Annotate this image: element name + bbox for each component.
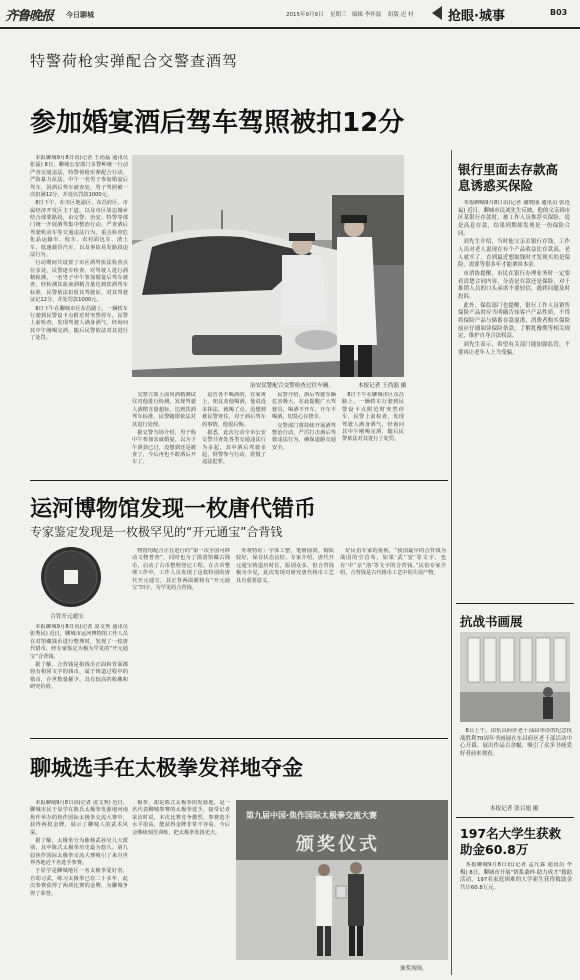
photo-banner-text: 第九届中国·焦作国际太极拳交流大赛	[246, 811, 378, 820]
story1-photo-caption: 治安民警配合交警检查过往车辆。	[250, 383, 334, 389]
editor-credit: 编辑 李怀磊	[352, 12, 382, 18]
story2-body-col4: 好民俗专家的重视，“我国最早的合背钱为战国的空首布，如果‘武’‘安’等文字，也有‘中’‘京’‘洛’等文字的合背钱。”民俗专家介绍，合背钱是古代铸币工艺中的失误产物。	[340, 548, 446, 577]
story1-body-col5: 8日下午在聊城市区东昌路上，一辆轿车行驶到民警设卡点附近时突然停车，民警上前检查，发现驾驶人满身酒气，经询问其中午刚喝完酒，随后民警依法对其进行了处罚。	[342, 392, 404, 443]
story3-photo-caption: 颁奖现场。	[400, 966, 428, 972]
page-number: B03	[550, 8, 568, 17]
story3-photo	[236, 800, 448, 960]
sidebar-section2-title: 抗战书画展	[460, 614, 523, 629]
story2-headline: 运河博物馆发现一枚唐代错币	[30, 497, 317, 522]
designer-credit: 组版 迟 村	[388, 12, 414, 18]
masthead	[0, 0, 580, 28]
story1-body-col1: 本报聊城9月8日讯(记者 王尚磊 通讯员 张磊) 8日，聊城公安部门多警种统一行动严查交通违法，特警荷枪实弹配合行动，严防暴力抗法。中午一名男子参加婚宴后驾车，因酒后驾车被查处，男子驾照被一次扣满12分，并处以罚款1000元。 8日下午，在市区地浦区、东昌府区、市属经济开发区主干道，以及市区周边城乡结合部要路段，由交警、治安、特警等部门统一开展酒驾集中整治行动，严查酒后驾驶机动车等交通违法行为。重点检查危化品运输车、校车、农村面包车、渣土车、低速载货汽车，以及事故易发路段违法行为。 行动期间共设置了市区酒驾执法检查点位多处，民警逐车检查，对驾驶人进行酒精检测，一名男子中午参加婚宴后驾车被查，经检测其血液酒精含量达到饮酒驾车标准，民警依法扣留其驾驶证，对其驾驶证记12分，并处罚款1000元。 8日下午在聊城市区东昌路上，一辆轿车行驶到民警设卡点附近时突然停车，民警上前检查，发现驾驶人满身酒气，经询问其中午刚喝完酒，随后民警依法对其进行了处罚。	[30, 155, 128, 341]
coin-caption: 合背开元通宝	[50, 614, 84, 620]
sidebar-headline: 银行里面去存款高息诱惑买保险	[458, 162, 559, 193]
story2-body-col1: 本报聊城9月8日讯(记者 凌文秀 通讯员 张秀民) 近日，聊城市运河博物馆工作人员在对馆藏钱币进行整理时，发现了一枚唐代错币，经专家鉴定为极为罕见的“开元通宝”合背钱。 据了解，合背钱是指钱币正面和背面都铸有相同文字的钱币，属于铸造过程中的错币，存世数量稀少，具有较高的收藏和研究价值。	[30, 624, 128, 690]
masthead-rule	[0, 27, 580, 29]
story1-headline: 参加婚宴酒后驾车驾照被扣12分	[30, 108, 405, 138]
story3-body-col2: 极拳，却是陈式太极拳的发源地，是一名代表聊城参赛的太极拳选手，接受记者采访时说，本次比赛竞争激烈，参赛选手水平很高，能获得金牌非常不容易，今后会继续刻苦训练，把太极拳发扬光大。	[132, 800, 230, 836]
coin-photo	[40, 546, 102, 608]
story3-headline: 聊城选手在太极拳发祥地夺金	[30, 756, 303, 780]
sidebar-section2-credit: 本报记者 张召旭 摄	[490, 806, 539, 812]
sidebar-rule-2	[456, 817, 574, 818]
story1-photo-credit: 本报记者 王尚磊 摄	[358, 383, 407, 389]
story2-subheadline: 专家鉴定发现是一枚极罕见的“开元通宝”合背钱	[30, 525, 283, 539]
sidebar-rule-1	[456, 603, 574, 604]
sidebar-section3-title: 197名大学生获救助金60.8万	[460, 826, 562, 857]
story1-body-col2: 交警立即上前用酒精测试仪对他进行检测，发现驾驶人酒精含量超标，达到饮酒驾车标准，民警随即依法对其进行处理。 据交警当场介绍，男子称中午参加亲戚婚宴，以为下午酒劲已过，没想到还是被查了，今后再也不敢酒后开车了。	[132, 392, 196, 466]
section-marker-icon	[432, 6, 442, 20]
story1-body-col3: 是晋各不喝酒的，在家爽上，朋友劝他喝酒，他说没多抹法，就喝了点。没想到被民警查住，对于酒后驾车的事情，他很后悔。 据悉，此次行动全市公安交警共查处各类交通违法行为多起，其中酒后驾驶多起，特警参与行动，震慑了违法犯罪。	[202, 392, 266, 466]
newspaper-logo: 齐鲁晚报	[5, 9, 54, 24]
story1-kicker: 特警荷枪实弹配合交警查酒驾	[30, 52, 239, 70]
column-separator	[451, 150, 452, 975]
story1-photo	[132, 155, 404, 377]
story2-body-col3: 外观特征：字体工整，笔画圆润，铜质较好，保存状态良好。专家介绍，唐代开元通宝铸造历时长，版别众多，但合背钱极为少见，此次发现对研究唐代铸币工艺具有重要意义。	[236, 548, 334, 584]
exhibition-photo	[460, 632, 570, 722]
photo-ceremony-sign: 颁奖仪式	[296, 834, 380, 855]
sidebar-section2-body: 8日上午，由东昌府区老干部局举办的纪念抗战胜利70周年书画展在东昌府区老干部活动中心开幕，展出作品百余幅，吸引了众多书画爱好者前来观看。	[460, 728, 572, 758]
issue-date: 2015年9月9日	[286, 12, 324, 18]
story2-body-col2: 物馆均配合正在进行的“第一次全国可移动文物普查”，同时也为了摸清馆藏古钱币，启动了古币整理登记工程。在古币整理工作中，工作人员发现了这枚特别的唐代开元通宝，其正背两面都铸有“开元通宝”四字，为罕见的合背钱。	[132, 548, 230, 591]
story3-body-col1: 本报聊城9月8日讯(记者 凌文秀) 近日，聊城市民于显学在陈氏太极拳发源地河南焦作举办的焦作国际太极拳交流大赛中，获得两枚金牌，展示了聊城人的武术风采。 据了解，太极拳分为陈杨武孙吴几大派别，其中陈式太极拳历史最为悠久。第九届焦作国际太极拳交流大赛吸引了来自世界各地近千名选手参赛。 于显学是聊城地区一名太极拳爱好者，自幼习武，练习太极拳已有二十多年，此次参赛获得了两项比赛的金牌，为聊城争得了荣誉。	[30, 800, 128, 897]
section-left-label: 今日聊城	[66, 11, 94, 19]
section-right-title: 抢眼·城事	[448, 9, 505, 24]
issue-weekday: 星期三	[330, 12, 347, 18]
sidebar-section3-body: 本报聊城9月8日讯(记者 孟凡霖 通讯员 李梅) 8日，聊城市开展“情系桑梓·助力成才”救助活动，197名家庭困难的大学新生获得救助金共计60.8万元。	[460, 862, 572, 892]
story3-top-rule	[30, 738, 448, 739]
story2-top-rule	[30, 480, 448, 481]
story1-body-col4: 民警介绍，酒后驾驶车辆危害极大，在此提醒广大驾驶员，喝酒不开车，开车不喝酒，切莫心存侥幸。 交警部门将持续开展酒驾整治行动，严厉打击酒后驾驶违法行为，确保道路交通安全。	[272, 392, 336, 451]
sidebar-body: 本报聊城9月8日讯(记者 谢晓丽 通讯员 张连福) 近日，聊城市民刘先生反映，他的父亲到市区某银行存款时，被工作人员推荐买保险，说是高息存款，结果到期却发现是一份保险合同。 刘先生介绍，当时他父亲去银行存钱，工作人员对老人说现在有个产品收益比存款高，老人就买了，直到最近想取钱时才发现买的是保险，需要等很多年才能拿回本金。 市消协提醒，市民在银行办理业务时一定要看清楚合同内容，分清是存款还是保险，对于推销人员的口头承诺不要轻信，遇到问题及时投诉。 此外，保监部门也提醒，银行工作人员销售保险产品时应当明确告知客户产品性质，不得将保险产品与储蓄存款混淆，消费者购买保险前应仔细阅读保险条款，了解犹豫期等相关规定，维护自身合法权益。 刘先生表示，希望有关部门能加强监管，不要再让老年人上当受骗。	[458, 200, 570, 356]
